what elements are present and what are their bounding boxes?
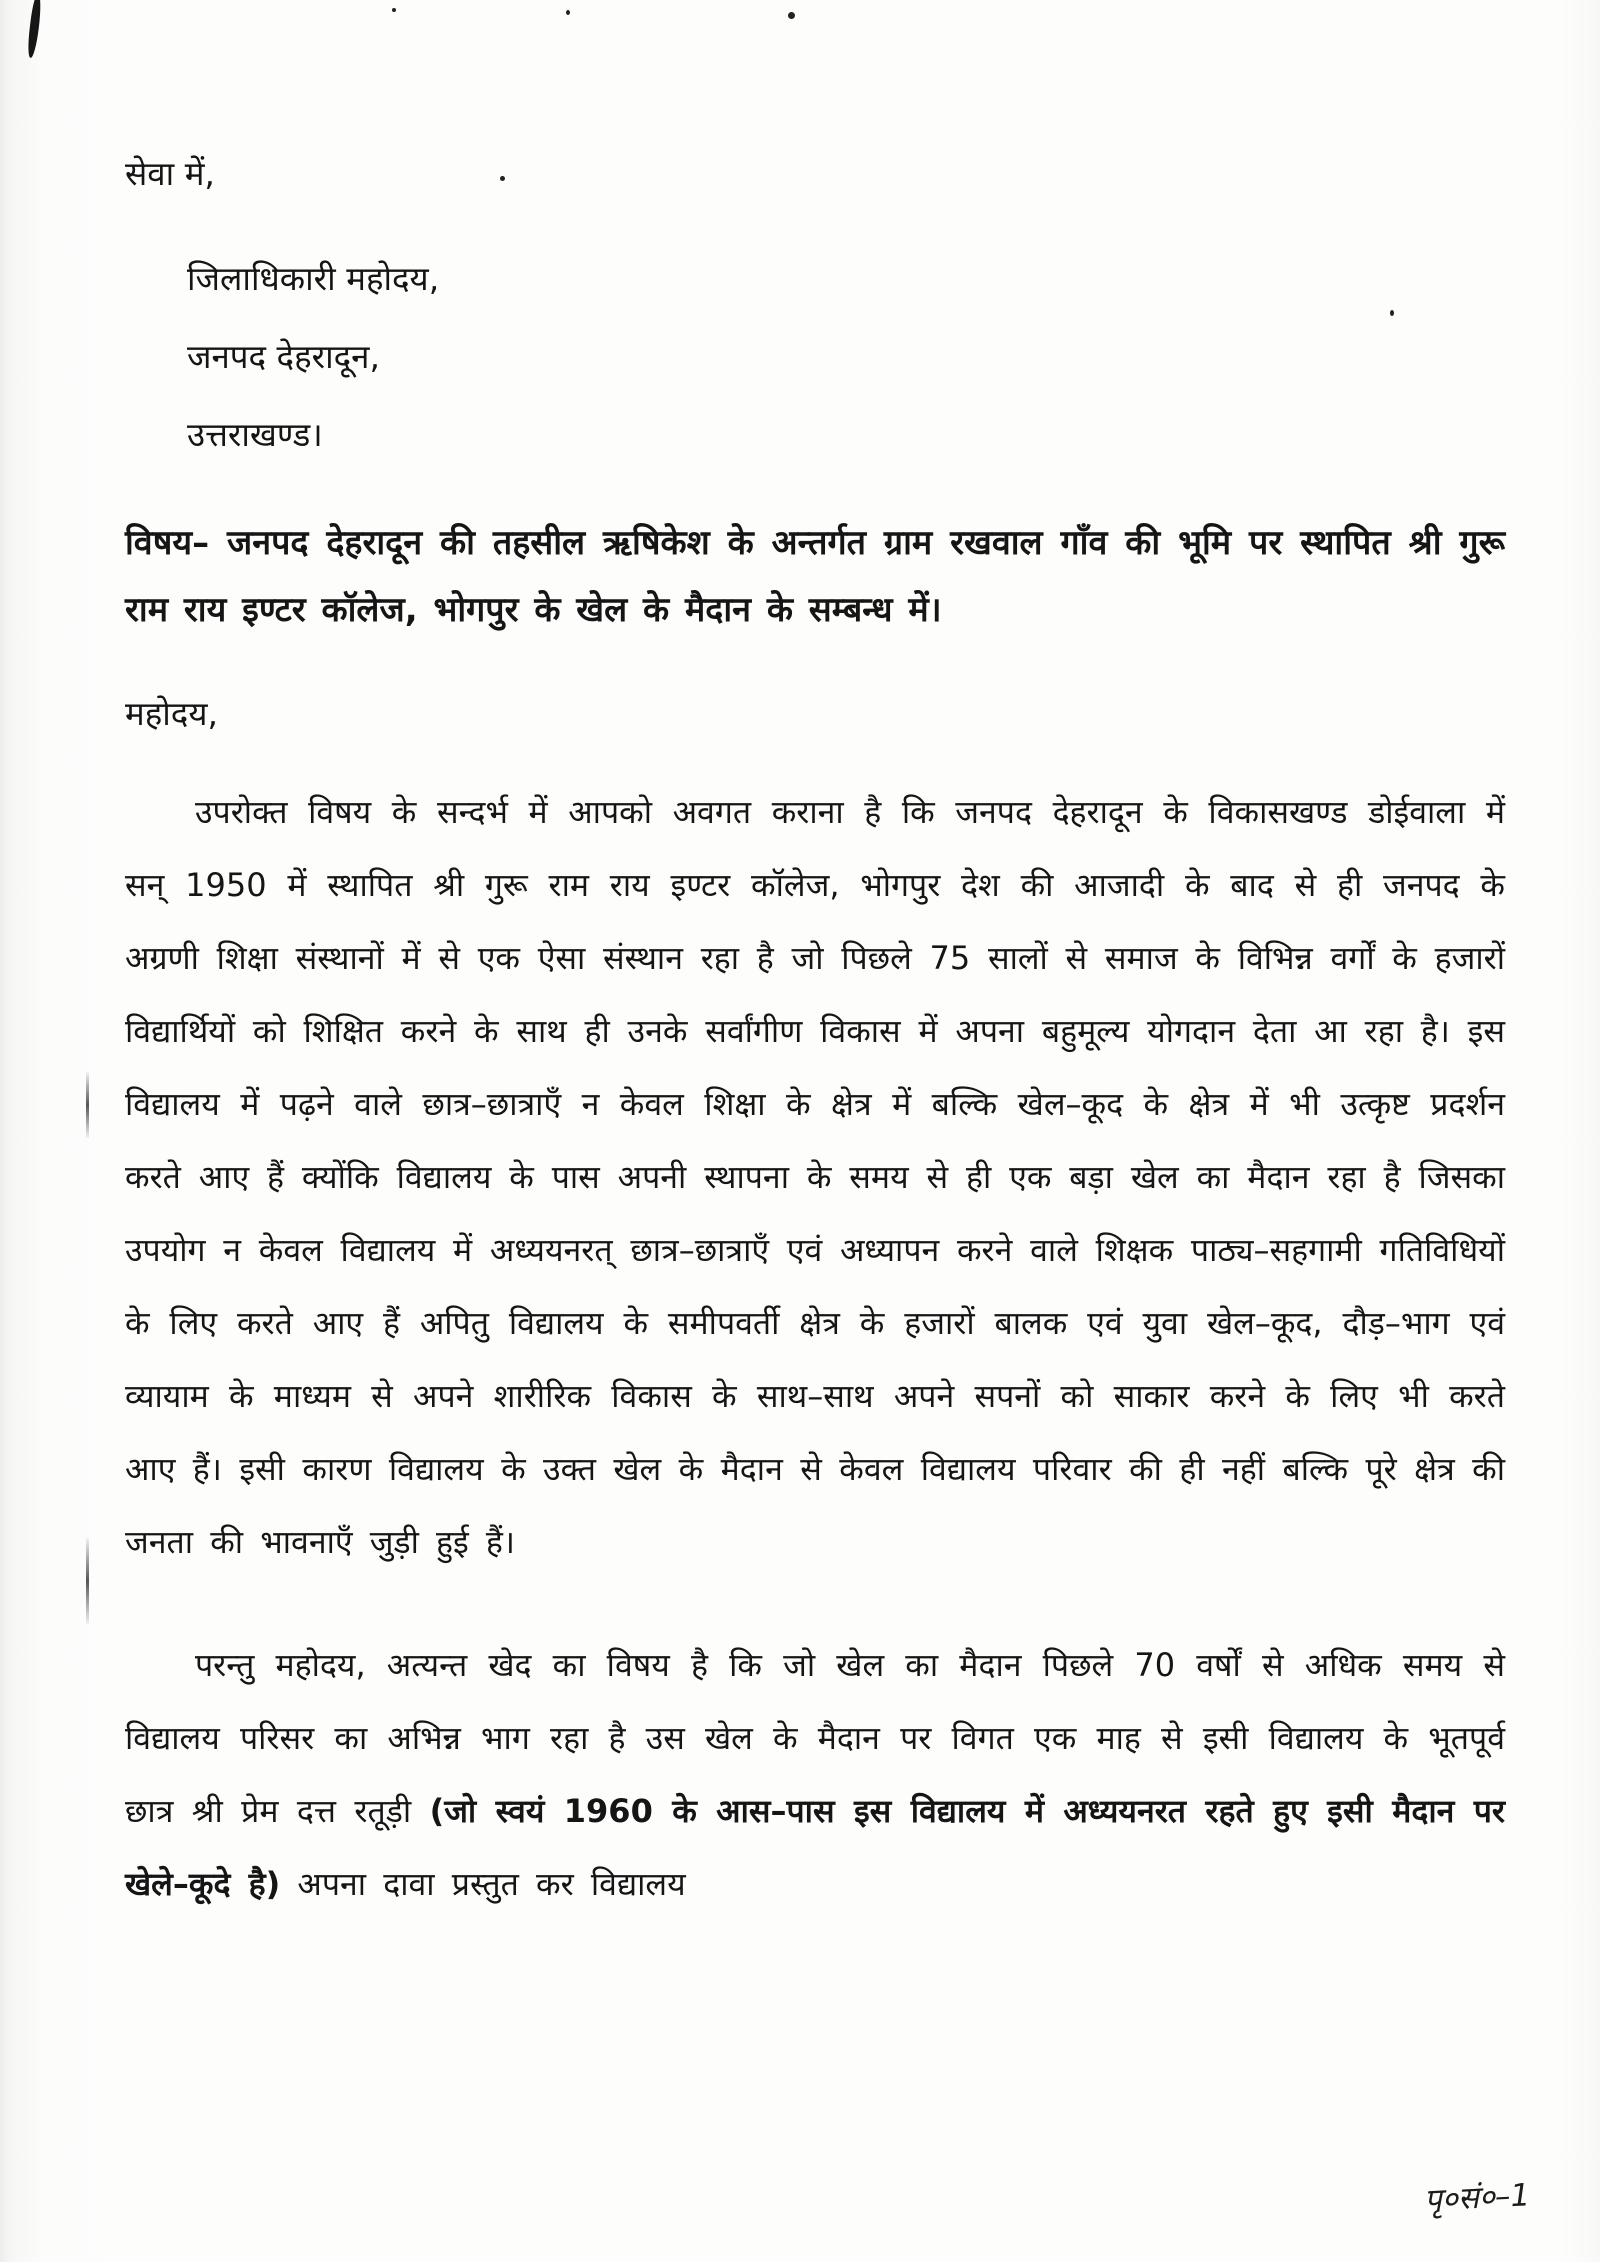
salutation-to: सेवा में, (125, 154, 215, 193)
paragraph-2-bold-clause: (जो स्वयं 1960 के आस–पास इस विद्यालय में अध्ययनरत रहते हुए इसी मैदान पर खेले–कूदे है) (125, 1792, 1506, 1903)
scan-dot-artifact (566, 10, 570, 15)
body-paragraph-1: उपरोक्त विषय के सन्दर्भ में आपको अवगत कराना है कि जनपद देहरादून के विकासखण्ड डोईवाला में सन् 1950 में स्थापित श्री गुरू राम राय इण्टर कॉलेज, भोगपुर देश की आजादी के बाद से ही जनपद के अग्रणी शिक्षा संस्थानों में से एक ऐसा संस्थान रहा है जो पिछले 75 सालों से समाज के विभिन्न वर्गों के हजारों विद्यार्थियों को शिक्षित करने के साथ ही उनके सर्वांगीण विकास में अपना बहुमूल्य योगदान देता आ रहा है। इस विद्यालय में पढ़ने वाले छात्र–छात्राएँ न केवल शिक्षा के क्षेत्र में बल्कि खेल–कूद के क्षेत्र में भी उत्कृष्ट प्रदर्शन करते आए हैं क्योंकि विद्यालय के पास अपनी स्थापना के समय से ही एक बड़ा खेल का मैदान रहा है जिसका उपयोग न केवल विद्यालय में अध्ययनरत् छात्र–छात्राएँ एवं अध्यापन करने वाले शिक्षक पाठ्य–सहगामी गतिविधियों के लिए करते आए हैं अपितु विद्यालय के समीपवर्ती क्षेत्र के हजारों बालक एवं युवा खेल–कूद, दौड़–भाग एवं व्यायाम के माध्यम से अपने शारीरिक विकास के साथ–साथ अपने सपनों को साकार करने के लिए भी करते आए हैं। इसी कारण विद्यालय के उक्त खेल के मैदान से केवल विद्यालय परिवार की ही नहीं बल्कि पूरे क्षेत्र की जनता की भावनाएँ जुड़ी हुई हैं। (125, 793, 1505, 1561)
paragraph-2-text-end: अपना दावा प्रस्तुत कर विद्यालय (280, 1865, 686, 1903)
body-paragraph-2 (125, 1629, 1505, 1921)
letter-content (125, 152, 1505, 1921)
pen-mark-artifact (26, 0, 43, 58)
recipient-line-district: जनपद देहरादून, (187, 337, 380, 376)
scan-dot-artifact (392, 8, 396, 12)
recipient-block (187, 240, 1505, 474)
scan-scratch-artifact (86, 1072, 89, 1138)
greeting: महोदय, (125, 694, 218, 733)
paragraph-2-text-start: परन्तु महोदय, अत्यन्त खेद का विषय है कि जो खेल का मैदान पिछले 70 वर्षों से अधिक समय से विद्यालय परिसर का अभिन्न भाग रहा है उस खेल के मैदान पर विगत एक माह से इसी विद्यालय के भूतपूर्व छात्र श्री प्रेम दत्त रतूड़ी (125, 1646, 1505, 1830)
scan-dot-artifact (788, 12, 795, 19)
scan-scratch-artifact (86, 1538, 89, 1624)
page-number-note: पृ०सं०–1 (1423, 2177, 1531, 2219)
recipient-line-state: उत्तराखण्ड। (187, 415, 323, 454)
recipient-line-designation: जिलाधिकारी महोदय, (187, 259, 440, 298)
subject-line: विषय– जनपद देहरादून की तहसील ऋषिकेश के अन्तर्गत ग्राम रखवाल गाँव की भूमि पर स्थापित श्री गुरू राम राय इण्टर कॉलेज, भोगपुर के खेल के मैदान के सम्बन्ध में। (125, 523, 1505, 630)
